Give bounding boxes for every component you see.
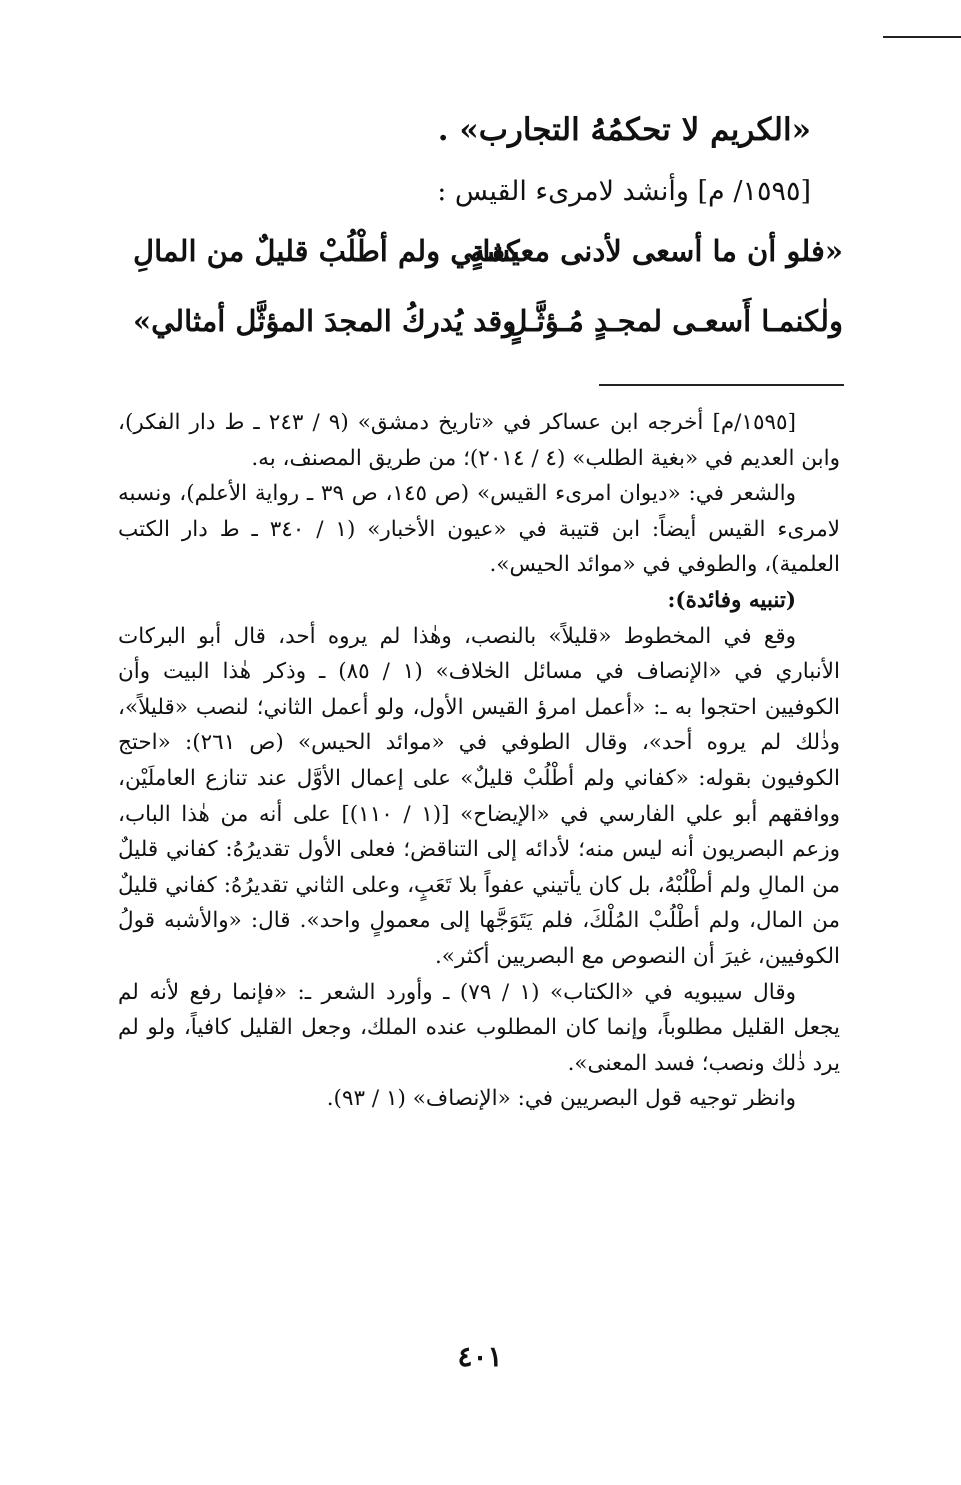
footnote-heading: (تنبيه وفائدة):	[667, 587, 796, 613]
footnote-discussion: وقع في المخطوط «قليلاً» بالنصب، وهٰذا لم يروه أحد، قال أبو البركات الأنباري في «الإنصاف في مسائل الخلاف» (١ / ٨٥) ـ وذكر هٰذا البيت وأن الكوفيين احتجوا به ـ: «أعمل امرؤ القيس الأول، ولو أعمل الثاني؛ لنصب «قليلاً»، وذٰلك لم يروه أحد»، وقال الطوفي في «موائد الحيس» (ص ٢٦١): «احتج الكوفيون بقوله: «كفاني ولم أطْلُبْ قليلٌ» على إعمال الأوَّل عند تنازع العاملَيْن، ووافقهم أبو علي الفارسي في «الإيضاح» [(١ / ١١٠)] على أنه من هٰذا الباب، وزعم البصريون أنه ليس منه؛ لأدائه إلى التناقض؛ فعلى الأول تقديرُهُ: كفاني قليلٌ من المالِ ولم أطْلُبْهُ، بل كان يأتيني عفواً بلا تَعَبٍ، وعلى الثاني تقديرُهُ: كفاني قليلٌ من المال، ولم أطْلُبْ المُلْكَ، فلم يَتَوَجَّها إلى معمولٍ واحد». قال: «والأشبه قولُ الكوفيين، غيرَ أن النصوص مع البصريين أكثر».	[118, 623, 840, 969]
page-number: ٤٠١	[457, 1340, 503, 1373]
verse-2-hemistich-1: ولٰكنمـا أَسعـى لمجـدٍ مُـؤثَّـلٍ	[506, 304, 843, 338]
verse-1-hemistich-2: كفاني ولم أطْلُبْ قليلٌ من المالِ	[133, 234, 520, 268]
footnote-separator	[599, 384, 844, 386]
poem-intro: [١٥٩٥/ م] وأنشد لامرىء القيس :	[437, 176, 811, 207]
verse-1-hemistich-1: «فلو أن ما أسعى لأدنى معيشةٍ	[470, 234, 843, 268]
verse-line-1	[133, 226, 843, 276]
footnote-see-also: وانظر توجيه قول البصريين في: «الإنصاف» (١ / ٩٣).	[326, 1086, 796, 1112]
footnote-poetry-ref: والشعر في: «ديوان امرىء القيس» (ص ١٤٥، ص ٣٩ ـ رواية الأعلم)، ونسبه لامرىء القيس أيضاً: ابن قتيبة في «عيون الأخبار» (١ / ٣٤٠ ـ ط دار الكتب العلمية)، والطوفي في «موائد الحيس».	[118, 481, 840, 578]
header-rule	[883, 36, 961, 38]
footnote-source: [١٥٩٥/م] أخرجه ابن عساكر في «تاريخ دمشق» (٩ / ٢٤٣ ـ ط دار الفكر)، وابن العديم في «بغية الطلب» (٤ / ٢٠١٤)؛ من طريق المصنف، به.	[118, 410, 840, 471]
proverb-title: «الكريم لا تحكمُهُ التجارب» .	[437, 112, 811, 148]
verse-line-2	[133, 296, 843, 346]
footnote-sibawayh: وقال سيبويه في «الكتاب» (١ / ٧٩) ـ وأورد الشعر ـ: «فإنما رفع لأنه لم يجعل القليل مطلوباً، وإنما كان المطلوب عنده الملك، وجعل القليل كافياً، ولو لم يرد ذٰلك ونصب؛ فسد المعنى».	[118, 979, 840, 1076]
verse-2-hemistich-2: وقد يُدركُ المجدَ المؤثَّل أمثالي»	[133, 304, 517, 338]
footnotes	[118, 405, 840, 1117]
